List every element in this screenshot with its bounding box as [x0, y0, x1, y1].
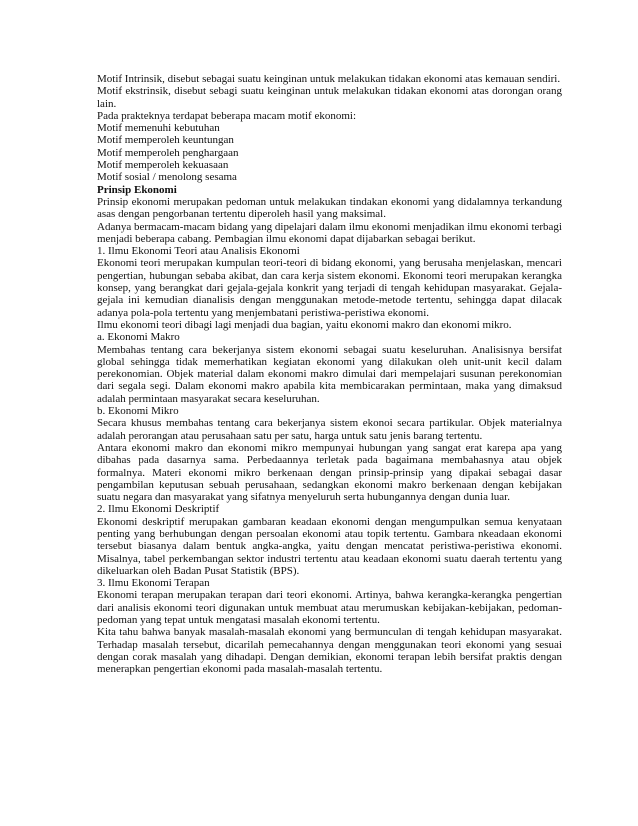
paragraph-pembagian-ilmu: Adanya bermacam-macam bidang yang dipelajari dalam ilmu ekonomi menjadikan ilmu ekonomi terbagi menjadi beberapa cabang. Pembagian ilmu ekonomi dapat dijabarkan sebagai berikut.: [97, 220, 562, 245]
list-item: Motif sosial / menolong sesama: [97, 171, 237, 184]
paragraph-masalah-ekonomi: Kita tahu bahwa banyak masalah-masalah ekonomi yang bermunculan di tengah kehidupan masyarakat. Terhadap masalah tersebut, dicarilah pemecahannya dengan menggunakan teori ekonomi yang sesuai dengan corak masalah yang dihadapi. Dengan demikian, ekonomi terapan lebih bersifat praktis dengan menerapkan pengertian ekonomi pada masalah-masalah tertentu.: [97, 626, 562, 676]
list-item: Motif memperoleh penghargaan: [97, 146, 239, 159]
subheading-ekonomi-mikro: b. Ekonomi Mikro: [97, 405, 179, 418]
subheading-ekonomi-terapan: 3. Ilmu Ekonomi Terapan: [97, 577, 210, 590]
paragraph-ekonomi-terapan: Ekonomi terapan merupakan terapan dari teori ekonomi. Artinya, bahwa kerangka-kerangka pengertian dari analisis ekonomi teori digunakan untuk membuat atau merumuskan kebijakan-kebijakan, pedoman-pedoman yang tepat untuk mengatasi masalah ekonomi tertentu.: [97, 589, 562, 627]
paragraph-ekonomi-mikro: Secara khusus membahas tentang cara bekerjanya sistem ekonoi secara partikular. Objek materialnya adalah perorangan atau perusahaan satu per satu, harga untuk satu jenis barang tertentu.: [97, 417, 562, 442]
subheading-ekonomi-teori: 1. Ilmu Ekonomi Teori atau Analisis Ekonomi: [97, 245, 300, 258]
section-heading-prinsip-ekonomi: Prinsip Ekonomi: [97, 183, 177, 196]
list-item: Motif memperoleh kekuasaan: [97, 159, 229, 172]
paragraph-prinsip-ekonomi: Prinsip ekonomi merupakan pedoman untuk melakukan tindakan ekonomi yang didalamnya terkandung asas dengan pengorbanan tertentu diperoleh hasil yang maksimal.: [97, 195, 562, 221]
subheading-ekonomi-deskriptif: 2. Ilmu Ekonomi Deskriptif: [97, 503, 220, 516]
paragraph-motif-ekstrinsik: Motif ekstrinsik, disebut sebagi suatu keinginan untuk melakukan tidakan ekonomi atas dorongan orang lain.: [97, 85, 562, 110]
paragraph-macam-motif: Pada prakteknya terdapat beberapa macam motif ekonomi:: [97, 109, 357, 122]
paragraph-dua-bagian: Ilmu ekonomi teori dibagi lagi menjadi dua bagian, yaitu ekonomi makro dan ekonomi mikro.: [97, 318, 512, 331]
paragraph-ekonomi-deskriptif: Ekonomi deskriptif merupakan gambaran keadaan ekonomi dengan mengumpulkan semua kenyataan penting yang berhubungan dengan persoalan ekonomi atau topik tertentu. Gambara nkeadaan ekonomi tersebut biasanya dalam bentuk angka-angka, yaitu dengan mencatat peristiwa-peristiwa ekonomi. Misalnya, tabel perkembangan sektor industri tertentu atau keadaan ekonomi suatu daerah tertentu yang dikeluarkan oleh Badan Pusat Statistik (BPS).: [97, 515, 562, 577]
list-item: Motif memperoleh keuntungan: [97, 134, 234, 147]
paragraph-motif-intrinsik: Motif Intrinsik, disebut sebagai suatu keinginan untuk melakukan tidakan ekonomi atas kemauan sendiri.: [97, 73, 561, 85]
paragraph-makro-mikro-hubungan: Antara ekonomi makro dan ekonomi mikro mempunyai hubungan yang sangat erat karepa apa yang dibahas pada dasarnya sama. Perbedaannya terletak pada bagaimana membahasnya atau objek formalnya. Materi ekonomi mikro berkenaan dengan prinsip-prinsip yang dipakai sebagai dasar pengambilan keputusan sebuah perusahaan, sedangkan ekonomi makro berkenaan dengan kebijakan suatu negara dan masyarakat yang sifatnya menyeluruh serta hubungannya dengan dunia luar.: [97, 441, 562, 504]
subheading-ekonomi-makro: a. Ekonomi Makro: [97, 331, 180, 344]
document-page: [97, 73, 562, 676]
paragraph-ekonomi-makro: Membahas tentang cara bekerjanya sistem ekonomi sebagai suatu keseluruhan. Analisisnya bersifat global sehingga tidak memerhatikan kegiatan ekonomi yang dilakukan oleh unit-unit kecil dalam perekonomian. Objek material dalam ekonomi makro dimulai dari mempelajari susunan perekonomian dari segala segi. Dalam ekonomi makro apabila kita membicarakan permintaan, maka yang dimaksud adalah permintaan masyarakat secara keseluruhan.: [97, 343, 562, 405]
list-item: Motif memenuhi kebutuhan: [97, 122, 220, 135]
paragraph-ekonomi-teori: Ekonomi teori merupakan kumpulan teori-teori di bidang ekonomi, yang berusaha menjelaskan, mencari pengertian, hubungan sebaba akibat, dan cara kerja sistem ekonomi. Ekonomi teori merupakan kerangka konsep, yang berangkat dari gejala-gejala konkrit yang terjadi di tengah kehidupan masyarakat. Gejala-gejala ini kemudian dianalisis dengan menggunakan metode-metode tertentu, sehingga dapat dilacak adanya pola-pola tertentu yang menjembatani peristiwa-peristiwa ekonomi.: [97, 257, 562, 319]
